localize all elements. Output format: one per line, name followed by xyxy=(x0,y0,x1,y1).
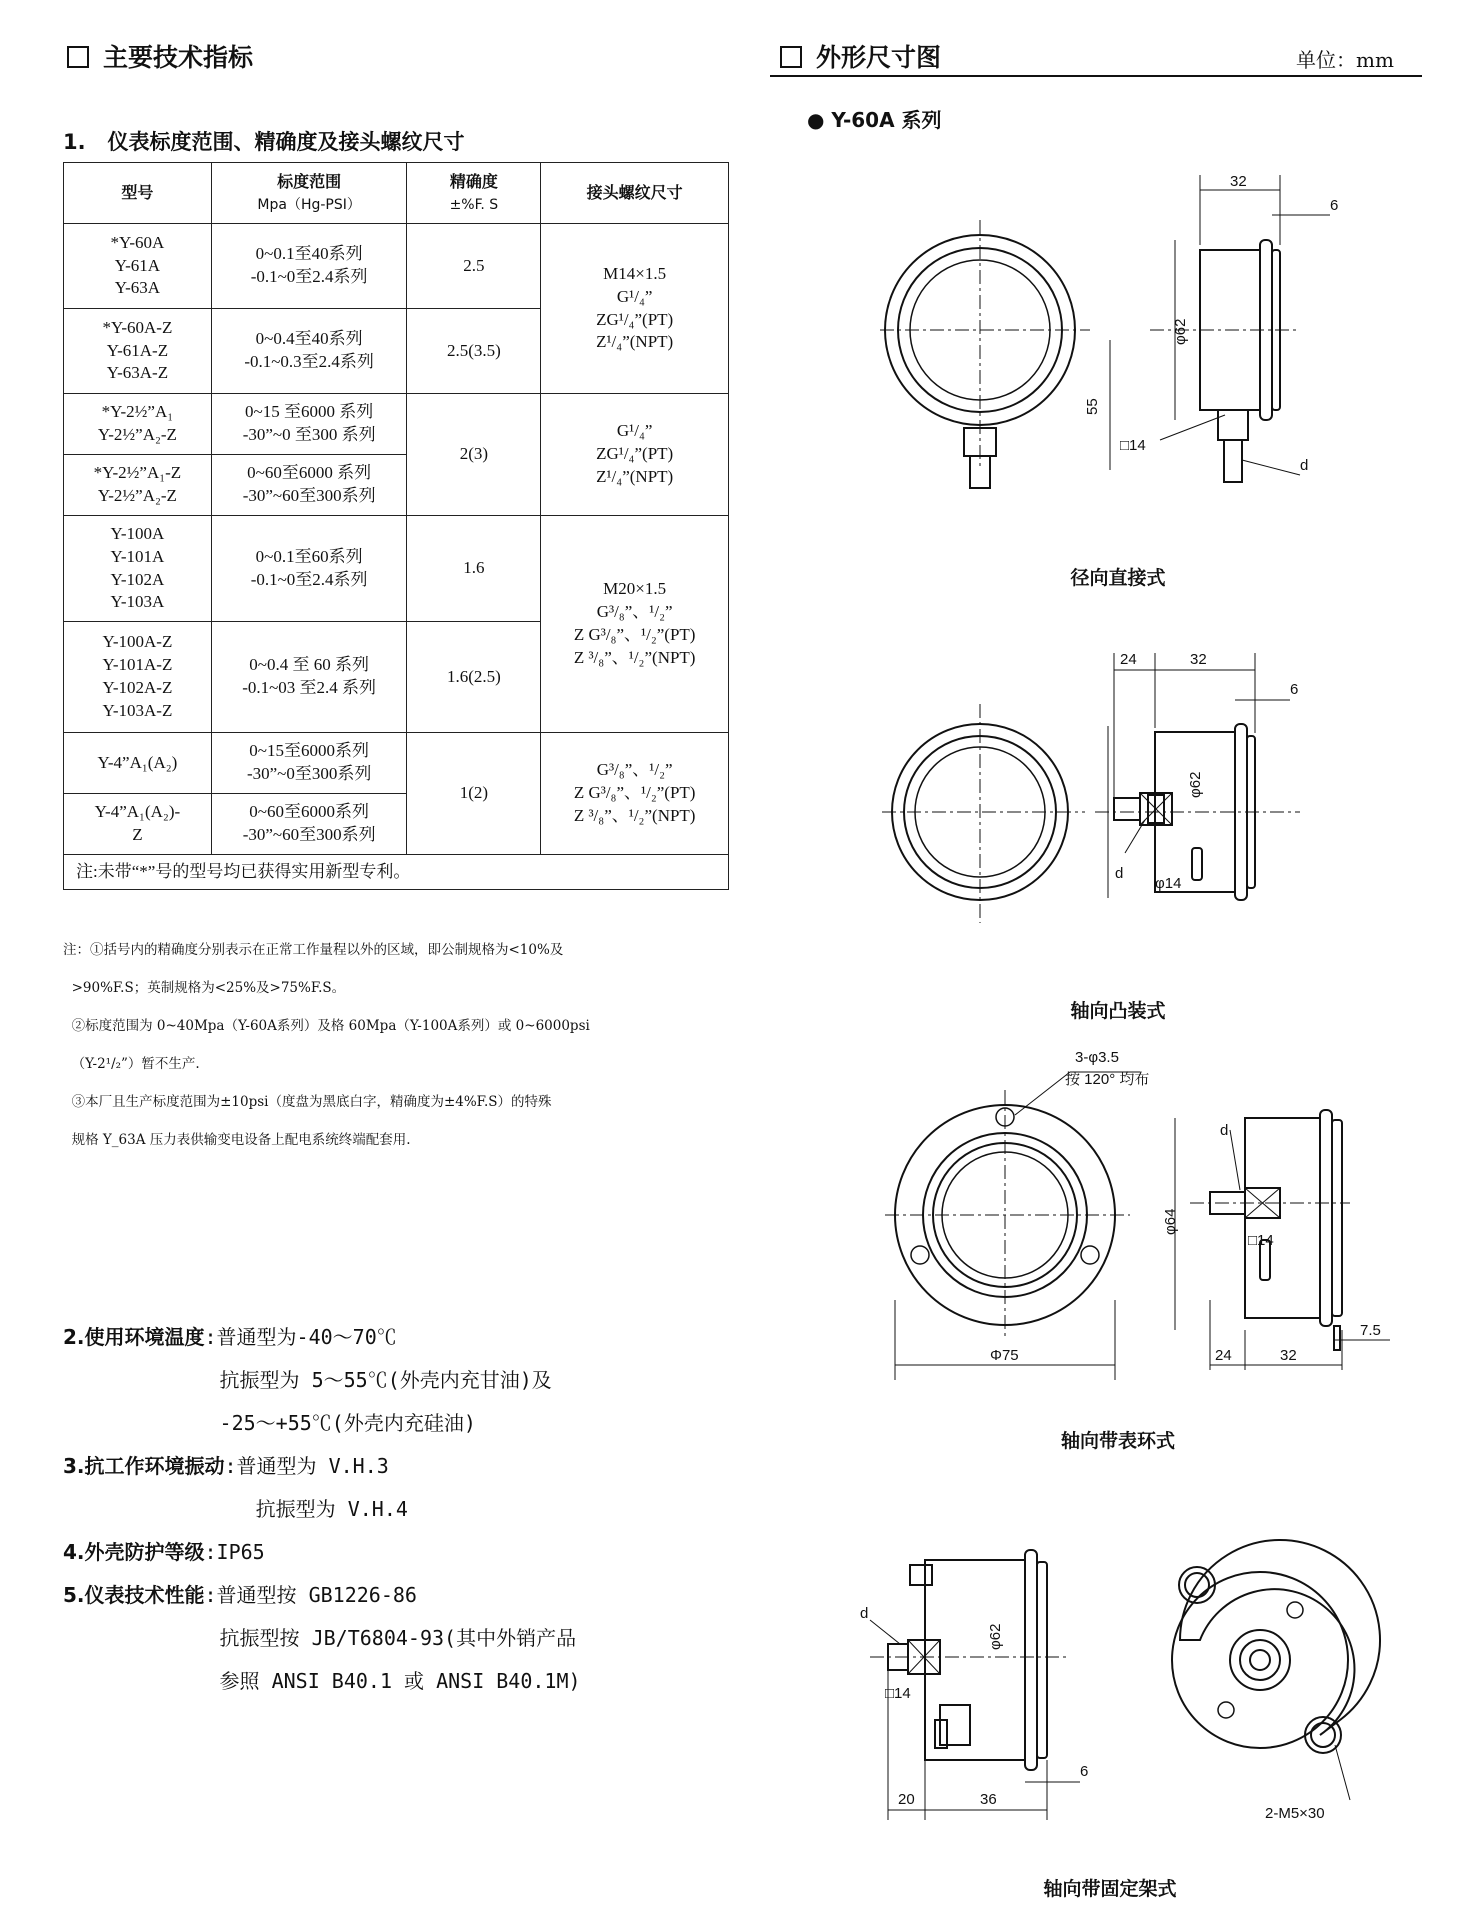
dim-phi64: φ64 xyxy=(1162,1208,1179,1235)
accuracy-cell: 1.6(2.5) xyxy=(407,622,541,733)
dim-32: 32 xyxy=(1280,1347,1297,1364)
note-line: ②标度范围为 0~40Mpa（Y-60A系列）及格 60Mpa（Y-100A系列）或 0~6000psi xyxy=(63,1018,590,1034)
dim-7.5: 7.5 xyxy=(1360,1322,1381,1339)
dim-d: d xyxy=(1220,1122,1229,1139)
dim-55: 55 xyxy=(1084,398,1101,415)
model-cell: *Y-2½”A₁ Y-2½”A₂-Z xyxy=(64,394,212,455)
dim-32: 32 xyxy=(1230,173,1247,190)
model-cell: Y-100A Y-101A Y-102A Y-103A xyxy=(64,516,212,622)
thread-cell: M20×1.5 G³/₈”、¹/₂” Z G³/₈”、¹/₂”(PT) Z ³/₈”、¹/₂”(NPT) xyxy=(541,516,729,733)
dim-square14: □14 xyxy=(1120,437,1146,454)
caption-axial-ring: 轴向带表环式 xyxy=(1060,1430,1175,1452)
model-cell: *Y-60A-Z Y-61A-Z Y-63A-Z xyxy=(64,309,212,394)
dim-6: 6 xyxy=(1330,197,1339,214)
left-section-header xyxy=(67,38,253,74)
accuracy-cell: 1.6 xyxy=(407,516,541,622)
model-cell: Y-4”A₁(A₂)- Z xyxy=(64,794,212,855)
dim-square14: □14 xyxy=(885,1685,911,1702)
accuracy-cell: 2.5(3.5) xyxy=(407,309,541,394)
caption-radial-direct: 径向直接式 xyxy=(1070,567,1166,589)
model-cell: Y-4”A₁(A₂) xyxy=(64,733,212,794)
range-cell: 0~15 至6000 系列 -30”~0 至300 系列 xyxy=(211,394,407,455)
dim-square14: □14 xyxy=(1248,1232,1274,1249)
drawing-axial-protruding xyxy=(870,648,1390,938)
range-cell: 0~0.4至40系列 -0.1~0.3至2.4系列 xyxy=(211,309,407,394)
drawing-radial-direct xyxy=(860,170,1420,530)
caption-axial-bracket: 轴向带固定架式 xyxy=(1043,1878,1177,1900)
right-header-text: 外形尺寸图 xyxy=(816,43,942,72)
spec-line: 5.仪表技术性能:普通型按 GB1226-86 xyxy=(63,1583,417,1607)
table-footnote: 注:未带“*”号的型号均已获得实用新型专利。 xyxy=(64,855,729,890)
range-cell: 0~15至6000系列 -30”~0至300系列 xyxy=(211,733,407,794)
header-rule xyxy=(770,75,1422,77)
spec-line: 4.外壳防护等级:IP65 xyxy=(63,1540,265,1564)
thread-cell: G¹/₄” ZG¹/₄”(PT) Z¹/₄”(NPT) xyxy=(541,394,729,516)
spec-line: 2.使用环境温度:普通型为-40～70℃ xyxy=(63,1325,397,1349)
caption-axial-protruding: 轴向凸装式 xyxy=(1070,1000,1166,1022)
bullet-icon: ● xyxy=(807,108,825,132)
left-header-text: 主要技术指标 xyxy=(103,43,254,72)
header-range: 标度范围 Mpa（Hg-PSI） xyxy=(211,163,407,224)
model-cell: Y-100A-Z Y-101A-Z Y-102A-Z Y-103A-Z xyxy=(64,622,212,733)
note-line: （Y-2¹/₂”）暂不生产. xyxy=(63,1056,200,1072)
dim-20: 20 xyxy=(898,1791,915,1808)
table-row xyxy=(64,394,729,455)
model-cell: *Y-60A Y-61A Y-63A xyxy=(64,224,212,309)
note-line: >90%F.S；英制规格为<25%及>75%F.S。 xyxy=(63,980,346,996)
dim-6: 6 xyxy=(1080,1763,1089,1780)
range-cell: 0~0.1至60系列 -0.1~0至2.4系列 xyxy=(211,516,407,622)
header-model: 型号 xyxy=(64,163,212,224)
dim-2-M5x30: 2-M5×30 xyxy=(1265,1805,1325,1822)
notes-block xyxy=(63,940,733,1168)
series-label xyxy=(807,104,942,133)
range-cell: 0~60至6000 系列 -30”~60至300系列 xyxy=(211,455,407,516)
spec-line: 3.抗工作环境振动:普通型为 V.H.3 xyxy=(63,1454,389,1478)
checkbox-square-icon xyxy=(67,46,89,68)
dim-120-note: 按 120° 均布 xyxy=(1065,1071,1150,1088)
note-line: 规格 Y_63A 压力表供输变电设备上配电系统终端配套用. xyxy=(63,1132,411,1148)
range-cell: 0~0.4 至 60 系列 -0.1~03 至2.4 系列 xyxy=(211,622,407,733)
accuracy-cell: 2(3) xyxy=(407,394,541,516)
spec-table xyxy=(63,162,729,890)
spec-line: -25～+55℃(外壳内充硅油) xyxy=(63,1411,476,1435)
dim-phi62: φ62 xyxy=(1172,318,1189,345)
dim-d: d xyxy=(860,1605,869,1622)
thread-cell: M14×1.5 G¹/₄” ZG¹/₄”(PT) Z¹/₄”(NPT) xyxy=(541,224,729,394)
dim-24: 24 xyxy=(1215,1347,1232,1364)
header-thread: 接头螺纹尺寸 xyxy=(541,163,729,224)
dim-d: d xyxy=(1115,865,1124,882)
drawing-axial-ring xyxy=(880,1040,1400,1390)
accuracy-cell: 1(2) xyxy=(407,733,541,855)
dim-phi62: φ62 xyxy=(987,1623,1004,1650)
section1-title: 1. 仪表标度范围、精确度及接头螺纹尺寸 xyxy=(63,130,465,154)
table-row xyxy=(64,224,729,309)
dim-6: 6 xyxy=(1290,681,1299,698)
spec-line: 抗振型为 V.H.4 xyxy=(63,1497,408,1521)
range-cell: 0~0.1至40系列 -0.1~0至2.4系列 xyxy=(211,224,407,309)
table-header-row xyxy=(64,163,729,224)
series-label-text: Y-60A 系列 xyxy=(831,108,942,132)
note-line: 注：①括号内的精确度分别表示在正常工作量程以外的区域，即公制规格为<10%及 xyxy=(63,942,564,958)
dim-phi75: Φ75 xyxy=(990,1347,1019,1364)
table-footnote-row xyxy=(64,855,729,890)
accuracy-cell: 2.5 xyxy=(407,224,541,309)
header-accuracy: 精确度 ±%F. S xyxy=(407,163,541,224)
spec-line: 参照 ANSI B40.1 或 ANSI B40.1M) xyxy=(63,1669,581,1693)
dim-phi62: φ62 xyxy=(1187,771,1204,798)
unit-label: 单位：mm xyxy=(1296,48,1394,72)
table-row xyxy=(64,733,729,794)
checkbox-square-icon xyxy=(780,46,802,68)
spec-line: 抗振型为 5～55℃(外壳内充甘油)及 xyxy=(63,1368,552,1392)
right-section-header xyxy=(780,38,941,74)
model-cell: *Y-2½”A₁-Z Y-2½”A₂-Z xyxy=(64,455,212,516)
range-cell: 0~60至6000系列 -30”~60至300系列 xyxy=(211,794,407,855)
dim-24: 24 xyxy=(1120,651,1137,668)
note-line: ③本厂且生产标度范围为±10psi（度盘为黑底白字，精确度为±4%F.S）的特殊 xyxy=(63,1094,552,1110)
dim-phi14: φ14 xyxy=(1155,875,1182,892)
drawing-axial-bracket xyxy=(840,1520,1400,1830)
table-row xyxy=(64,516,729,622)
dim-d: d xyxy=(1300,457,1309,474)
spec-line: 抗振型按 JB/T6804-93(其中外销产品 xyxy=(63,1626,577,1650)
dim-32: 32 xyxy=(1190,651,1207,668)
spec-list xyxy=(63,1322,581,1709)
thread-cell: G³/₈”、¹/₂” Z G³/₈”、¹/₂”(PT) Z ³/₈”、¹/₂”(NPT) xyxy=(541,733,729,855)
dim-3-phi3.5: 3-φ3.5 xyxy=(1075,1049,1119,1066)
dim-36: 36 xyxy=(980,1791,997,1808)
